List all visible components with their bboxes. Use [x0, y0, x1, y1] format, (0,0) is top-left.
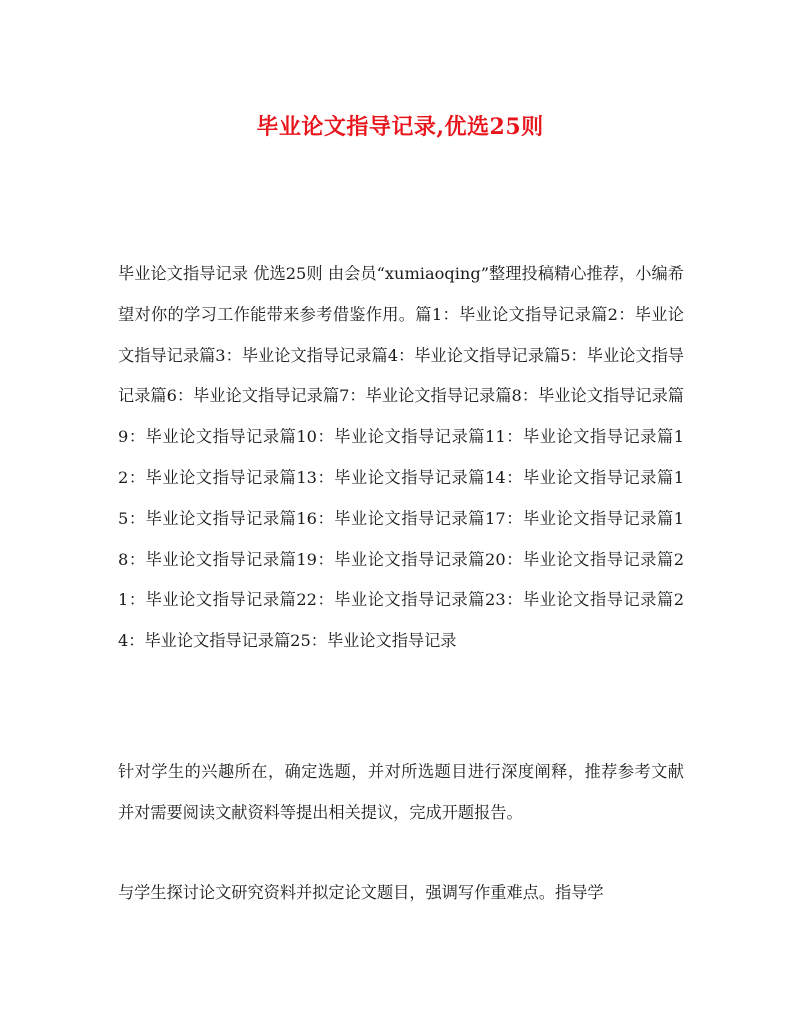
document-title: 毕业论文指导记录,优选25则: [256, 114, 544, 140]
body-paragraph-topic-selection: 针对学生的兴趣所在，确定选题，并对所选题目进行深度阐释，推荐参考文献并对需要阅读文献资料等提出相关提议，完成开题报告。: [118, 762, 684, 822]
intro-paragraph: 毕业论文指导记录 优选25则 由会员“xumiaoqing”整理投稿精心推荐，小编希望对你的学习工作能带来参考借鉴作用。篇1：毕业论文指导记录篇2：毕业论文指导记录篇3：毕业论文指导记录篇4：毕业论文指导记录篇5：毕业论文指导记录篇6：毕业论文指导记录篇7：毕业论文指导记录篇8：毕业论文指导记录篇9：毕业论文指导记录篇10：毕业论文指导记录篇11：毕业论文指导记录篇12：毕业论文指导记录篇13：毕业论文指导记录篇14：毕业论文指导记录篇15：毕业论文指导记录篇16：毕业论文指导记录篇17：毕业论文指导记录篇18：毕业论文指导记录篇19：毕业论文指导记录篇20：毕业论文指导记录篇21：毕业论文指导记录篇22：毕业论文指导记录篇23：毕业论文指导记录篇24：毕业论文指导记录篇25：毕业论文指导记录: [118, 264, 684, 651]
body-paragraph-discussion: 与学生探讨论文研究资料并拟定论文题目，强调写作重难点。指导学: [118, 883, 604, 902]
